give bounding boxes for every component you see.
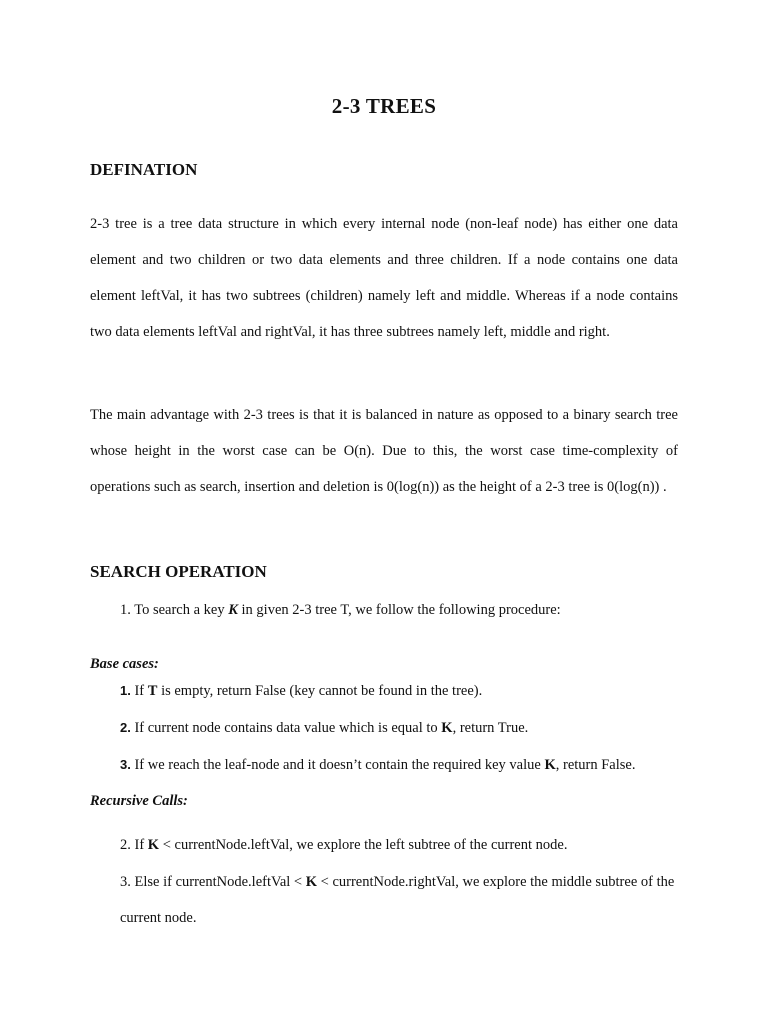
item-text: < currentNode.leftVal, we explore the left subtree of the current node. bbox=[159, 837, 568, 853]
base-cases-label: Base cases: bbox=[90, 656, 159, 672]
page-title: 2-3 TREES bbox=[331, 94, 437, 118]
item-bold: K bbox=[305, 874, 318, 890]
item-text: is empty, return False (key cannot be found in the tree). bbox=[157, 683, 483, 699]
intro-prefix: 1. To search a key bbox=[120, 602, 229, 618]
definition-paragraph-2: The main advantage with 2-3 trees is that it is balanced in nature as opposed to a binary search tree whose height in the worst case can be O(n). Due to this, the worst case time-complexity of operations such as search, insertion and deletion is 0(log(n)) as the height of a 2-3 tree is 0(log(n)) . bbox=[90, 407, 678, 495]
recursive-item bbox=[120, 837, 567, 854]
definition-paragraph-1: 2-3 tree is a tree data structure in which every internal node (non-leaf node) has either one data element and two children or two data elements and three children. If a node contains one data element leftVal, it has two subtrees (children) namely left and middle. Whereas if a node contains two data elements leftVal and rightVal, it has three subtrees namely left, middle and right. bbox=[90, 216, 678, 340]
item-text: < currentNode.rightVal, we explore the middle subtree of the current node. bbox=[120, 874, 675, 926]
item-bold: T bbox=[147, 683, 158, 699]
item-bold: K bbox=[441, 720, 453, 736]
item-text: 3. Else if currentNode.leftVal < bbox=[120, 874, 306, 890]
definition-heading: DEFINATION bbox=[90, 160, 198, 179]
item-number: 1. bbox=[120, 683, 131, 698]
item-text: If current node contains data value which is equal to bbox=[134, 720, 442, 736]
item-text: If bbox=[134, 683, 148, 699]
intro-suffix: in given 2-3 tree T, we follow the following procedure: bbox=[237, 602, 561, 618]
search-intro bbox=[120, 602, 561, 619]
item-number: 2. bbox=[120, 720, 131, 735]
item-bold: K bbox=[544, 757, 556, 773]
recursive-calls-label: Recursive Calls: bbox=[90, 793, 188, 809]
base-case-item bbox=[120, 720, 528, 737]
search-heading: SEARCH OPERATION bbox=[90, 562, 267, 581]
item-text: , return False. bbox=[555, 757, 636, 773]
item-number: 3. bbox=[120, 757, 131, 772]
recursive-item bbox=[120, 864, 680, 936]
intro-key: K bbox=[228, 602, 238, 618]
item-text: If we reach the leaf-node and it doesn’t contain the required key value bbox=[134, 757, 545, 773]
item-text: 2. If bbox=[120, 837, 148, 853]
base-case-item bbox=[120, 757, 635, 774]
item-text: , return True. bbox=[452, 720, 529, 736]
base-case-item bbox=[120, 683, 482, 700]
item-bold: K bbox=[147, 837, 160, 853]
